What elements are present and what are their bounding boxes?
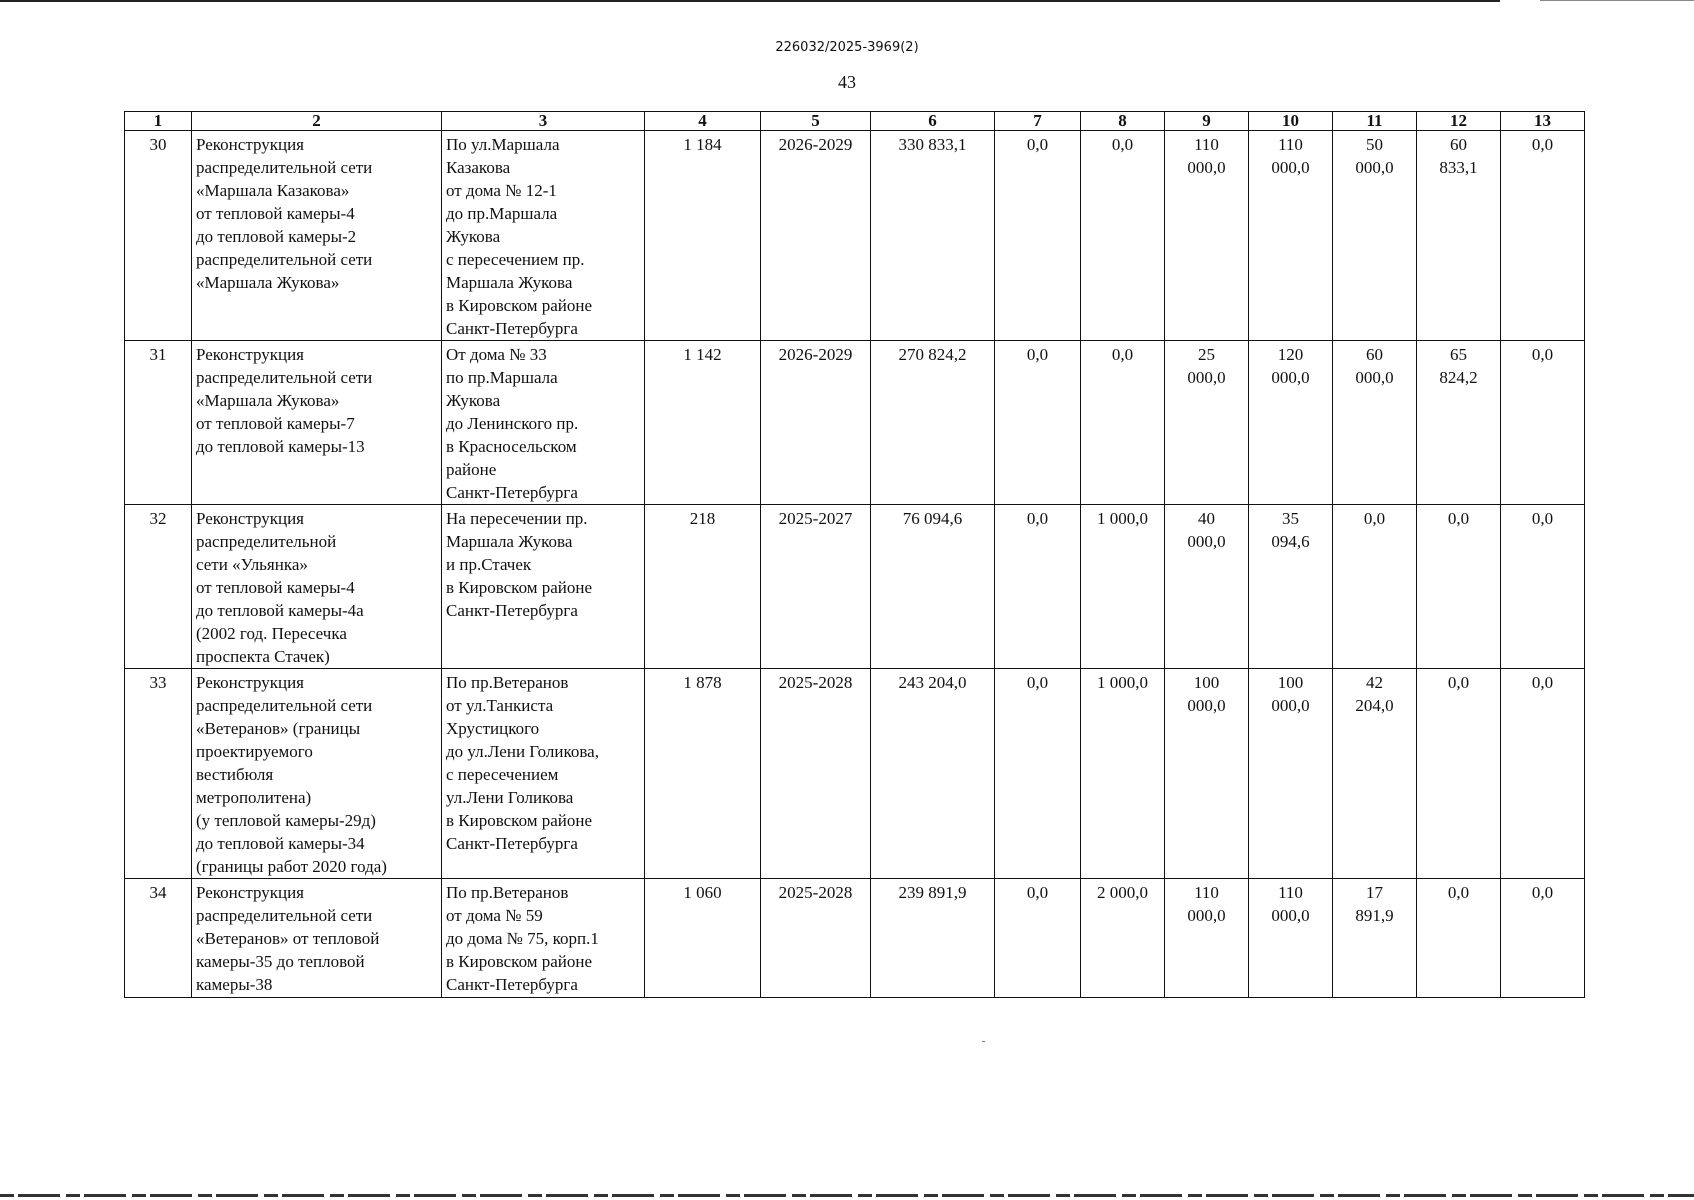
object-name-line: (границы работ 2020 года)	[196, 857, 387, 876]
object-name-line: от тепловой камеры-4	[196, 204, 355, 223]
cost-col-12	[1417, 505, 1501, 669]
cost-col-10-line: 000,0	[1271, 158, 1310, 177]
column-header-4: 4	[645, 112, 761, 131]
cost-col-8: 1 000,0	[1081, 669, 1165, 879]
cost-col-8: 2 000,0	[1081, 879, 1165, 998]
object-location-line: Санкт-Петербурга	[446, 601, 578, 620]
cost-col-7: 0,0	[995, 505, 1081, 669]
object-name-line: «Маршала Казакова»	[196, 181, 350, 200]
cost-col-13: 0,0	[1501, 879, 1585, 998]
top-border-line	[0, 0, 1500, 2]
cost-col-8: 0,0	[1081, 131, 1165, 341]
cost-col-13: 0,0	[1501, 669, 1585, 879]
cost-col-12	[1417, 669, 1501, 879]
row-number: 34	[125, 879, 192, 998]
object-location-line: в Кировском районе	[446, 952, 593, 971]
object-name-line: распределительной сети	[196, 368, 373, 387]
object-name	[192, 669, 442, 879]
cost-col-8: 0,0	[1081, 341, 1165, 505]
total-cost: 270 824,2	[871, 341, 995, 505]
column-header-1: 1	[125, 112, 192, 131]
object-location-line: в Кировском районе	[446, 296, 593, 315]
total-cost: 243 204,0	[871, 669, 995, 879]
object-name-line: от тепловой камеры-7	[196, 414, 355, 433]
cost-col-12-line: 833,1	[1439, 158, 1478, 177]
object-location-line: и пр.Стачек	[446, 555, 532, 574]
object-location-line: с пересечением	[446, 765, 559, 784]
scan-speck	[982, 1041, 985, 1042]
column-header-13: 13	[1501, 112, 1585, 131]
cost-col-13: 0,0	[1501, 341, 1585, 505]
object-name-line: камеры-35 до тепловой	[196, 952, 365, 971]
table-body	[125, 131, 1585, 998]
object-name-line: Реконструкция	[196, 883, 305, 902]
document-number: 226032/2025-3969(2)	[775, 40, 919, 55]
object-location-line: до дома № 75, корп.1	[446, 929, 599, 948]
object-name-line: Реконструкция	[196, 673, 305, 692]
object-name-line: до тепловой камеры-4а	[196, 601, 364, 620]
cost-col-12-line: 0,0	[1447, 673, 1470, 692]
object-location-line: до пр.Маршала	[446, 204, 558, 223]
object-location-line: районе	[446, 460, 497, 479]
object-location-line: с пересечением пр.	[446, 250, 585, 269]
object-location-line: от дома № 12-1	[446, 181, 557, 200]
object-name	[192, 505, 442, 669]
page-number: 43	[838, 72, 856, 92]
cost-col-10	[1249, 341, 1333, 505]
cost-col-12-line: 60	[1450, 135, 1467, 154]
top-border-line-right	[1540, 0, 1694, 1]
table-row	[125, 341, 1585, 505]
work-period: 2026-2029	[761, 341, 871, 505]
cost-col-9-line: 40	[1198, 509, 1215, 528]
object-location-line: до Ленинского пр.	[446, 414, 579, 433]
object-location-line: Санкт-Петербурга	[446, 483, 578, 502]
cost-col-9-line: 000,0	[1187, 906, 1226, 925]
cost-col-11-line: 17	[1366, 883, 1383, 902]
network-length: 1 060	[645, 879, 761, 998]
object-name-line: до тепловой камеры-13	[196, 437, 365, 456]
cost-col-11	[1333, 505, 1417, 669]
column-header-9: 9	[1165, 112, 1249, 131]
table-row	[125, 879, 1585, 998]
table-row	[125, 131, 1585, 341]
column-header-2: 2	[192, 112, 442, 131]
cost-col-10-line: 110	[1278, 883, 1303, 902]
object-name-line: распределительной сети	[196, 696, 373, 715]
scan-bottom-edge	[0, 1194, 1694, 1197]
cost-col-10-line: 000,0	[1271, 906, 1310, 925]
cost-col-13: 0,0	[1501, 505, 1585, 669]
header-row	[125, 112, 1585, 131]
object-location-line: до ул.Лени Голикова,	[446, 742, 599, 761]
object-name	[192, 341, 442, 505]
object-name-line: распределительной сети	[196, 250, 373, 269]
cost-col-9-line: 000,0	[1187, 158, 1226, 177]
table-row	[125, 505, 1585, 669]
cost-col-12	[1417, 879, 1501, 998]
cost-col-10-line: 110	[1278, 135, 1303, 154]
object-location-line: На пересечении пр.	[446, 509, 588, 528]
work-period: 2026-2029	[761, 131, 871, 341]
object-name-line: проспекта Стачек)	[196, 647, 330, 666]
cost-col-11	[1333, 131, 1417, 341]
cost-col-11-line: 891,9	[1355, 906, 1394, 925]
network-length: 1 184	[645, 131, 761, 341]
cost-col-12-line: 824,2	[1439, 368, 1478, 387]
total-cost: 76 094,6	[871, 505, 995, 669]
cost-col-11-line: 204,0	[1355, 696, 1394, 715]
object-name-line: «Ветеранов» (границы	[196, 719, 361, 738]
cost-col-10	[1249, 505, 1333, 669]
cost-col-11	[1333, 341, 1417, 505]
cost-col-11-line: 000,0	[1355, 368, 1394, 387]
total-cost: 239 891,9	[871, 879, 995, 998]
row-number: 31	[125, 341, 192, 505]
object-name-line: от тепловой камеры-4	[196, 578, 355, 597]
object-name-line: «Ветеранов» от тепловой	[196, 929, 380, 948]
object-location-line: ул.Лени Голикова	[446, 788, 574, 807]
column-header-10: 10	[1249, 112, 1333, 131]
cost-col-10-line: 35	[1282, 509, 1299, 528]
object-name-line: до тепловой камеры-34	[196, 834, 365, 853]
cost-col-10-line: 094,6	[1271, 532, 1310, 551]
cost-col-10-line: 000,0	[1271, 696, 1310, 715]
cost-col-11-line: 000,0	[1355, 158, 1394, 177]
cost-col-9-line: 000,0	[1187, 368, 1226, 387]
object-location-line: По пр.Ветеранов	[446, 883, 569, 902]
column-header-8: 8	[1081, 112, 1165, 131]
object-location-line: По пр.Ветеранов	[446, 673, 569, 692]
object-location-line: Казакова	[446, 158, 511, 177]
cost-col-12	[1417, 131, 1501, 341]
object-location	[442, 505, 645, 669]
object-name	[192, 131, 442, 341]
object-name-line: Реконструкция	[196, 135, 305, 154]
cost-col-9	[1165, 505, 1249, 669]
cost-col-8: 1 000,0	[1081, 505, 1165, 669]
cost-col-9-line: 000,0	[1187, 696, 1226, 715]
cost-col-11-line: 60	[1366, 345, 1383, 364]
object-location-line: Хрустицкого	[446, 719, 540, 738]
object-location-line: Санкт-Петербурга	[446, 834, 578, 853]
object-name-line: метрополитена)	[196, 788, 312, 807]
object-name-line: распределительной сети	[196, 906, 373, 925]
reconstruction-table	[124, 111, 1585, 998]
object-name-line: камеры-38	[196, 975, 273, 994]
cost-col-9-line: 000,0	[1187, 532, 1226, 551]
cost-col-9	[1165, 131, 1249, 341]
object-location	[442, 341, 645, 505]
object-name-line: «Маршала Жукова»	[196, 273, 340, 292]
object-name-line: Реконструкция	[196, 345, 305, 364]
object-name	[192, 879, 442, 998]
object-location-line: Маршала Жукова	[446, 532, 573, 551]
object-location-line: От дома № 33	[446, 345, 547, 364]
work-period: 2025-2027	[761, 505, 871, 669]
network-length: 1 878	[645, 669, 761, 879]
cost-col-10	[1249, 669, 1333, 879]
network-length: 1 142	[645, 341, 761, 505]
cost-col-9-line: 110	[1194, 135, 1219, 154]
cost-col-9-line: 25	[1198, 345, 1215, 364]
object-location-line: в Кировском районе	[446, 578, 593, 597]
object-location-line: от ул.Танкиста	[446, 696, 554, 715]
object-location-line: Жукова	[446, 391, 501, 410]
cost-col-7: 0,0	[995, 131, 1081, 341]
work-period: 2025-2028	[761, 879, 871, 998]
cost-col-11-line: 42	[1366, 673, 1383, 692]
cost-col-11	[1333, 879, 1417, 998]
cost-col-10	[1249, 879, 1333, 998]
object-location	[442, 879, 645, 998]
cost-col-7: 0,0	[995, 879, 1081, 998]
object-name-line: «Маршала Жукова»	[196, 391, 340, 410]
object-name-line: до тепловой камеры-2	[196, 227, 357, 246]
object-name-line: (2002 год. Пересечка	[196, 624, 347, 643]
object-location-line: По ул.Маршала	[446, 135, 560, 154]
column-header-6: 6	[871, 112, 995, 131]
cost-col-10-line: 100	[1277, 673, 1304, 692]
cost-col-13: 0,0	[1501, 131, 1585, 341]
cost-col-9	[1165, 669, 1249, 879]
cost-col-12	[1417, 341, 1501, 505]
column-header-3: 3	[442, 112, 645, 131]
cost-col-9-line: 110	[1194, 883, 1219, 902]
table-row	[125, 669, 1585, 879]
row-number: 33	[125, 669, 192, 879]
column-header-7: 7	[995, 112, 1081, 131]
object-name-line: Реконструкция	[196, 509, 305, 528]
cost-col-12-line: 65	[1450, 345, 1467, 364]
object-location-line: Санкт-Петербурга	[446, 975, 578, 994]
column-header-11: 11	[1333, 112, 1417, 131]
object-location-line: Жукова	[446, 227, 501, 246]
cost-col-7: 0,0	[995, 341, 1081, 505]
cost-col-11-line: 0,0	[1363, 509, 1386, 528]
work-period: 2025-2028	[761, 669, 871, 879]
object-location-line: Маршала Жукова	[446, 273, 573, 292]
total-cost: 330 833,1	[871, 131, 995, 341]
object-location	[442, 131, 645, 341]
object-name-line: распределительной	[196, 532, 337, 551]
object-name-line: вестибюля	[196, 765, 274, 784]
object-location-line: в Красносельском	[446, 437, 577, 456]
column-header-12: 12	[1417, 112, 1501, 131]
cost-col-10-line: 120	[1277, 345, 1304, 364]
cost-col-9	[1165, 879, 1249, 998]
object-location-line: по пр.Маршала	[446, 368, 558, 387]
object-name-line: (у тепловой камеры-29д)	[196, 811, 376, 830]
object-name-line: сети «Ульянка»	[196, 555, 308, 574]
cost-col-12-line: 0,0	[1447, 509, 1470, 528]
column-header-5: 5	[761, 112, 871, 131]
row-number: 32	[125, 505, 192, 669]
object-location-line: в Кировском районе	[446, 811, 593, 830]
object-name-line: распределительной сети	[196, 158, 373, 177]
cost-col-11-line: 50	[1366, 135, 1383, 154]
cost-col-11	[1333, 669, 1417, 879]
cost-col-10-line: 000,0	[1271, 368, 1310, 387]
cost-col-7: 0,0	[995, 669, 1081, 879]
cost-col-9-line: 100	[1193, 673, 1220, 692]
object-location	[442, 669, 645, 879]
object-location-line: Санкт-Петербурга	[446, 319, 578, 338]
row-number: 30	[125, 131, 192, 341]
network-length: 218	[645, 505, 761, 669]
cost-col-12-line: 0,0	[1447, 883, 1470, 902]
cost-col-10	[1249, 131, 1333, 341]
object-name-line: проектируемого	[196, 742, 313, 761]
cost-col-9	[1165, 341, 1249, 505]
object-location-line: от дома № 59	[446, 906, 543, 925]
